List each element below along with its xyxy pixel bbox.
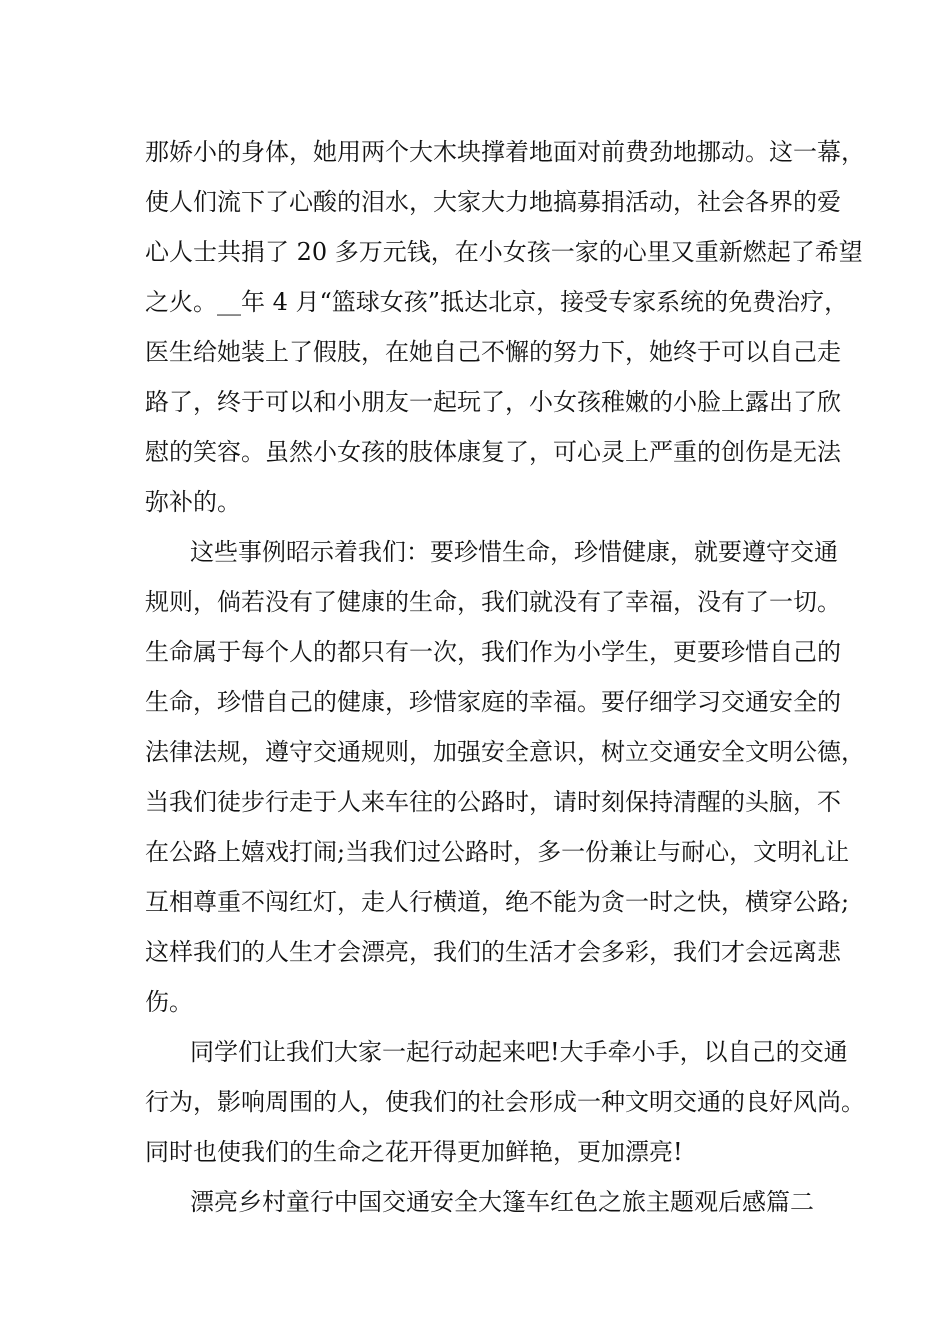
- paragraph-2-line-9: 这样我们的人生才会漂亮，我们的生活才会多彩，我们才会远离悲: [145, 938, 841, 966]
- paragraph-2-line-8: 互相尊重不闯红灯，走人行横道，绝不能为贪一时之快，横穿公路;: [145, 888, 850, 916]
- paragraph-3-line-1: 同学们让我们大家一起行动起来吧!大手牵小手，以自己的交通: [190, 1038, 848, 1066]
- paragraph-1-line-3: 心人士共捐了 20 多万元钱，在小女孩一家的心里又重新燃起了希望: [145, 238, 863, 266]
- paragraph-2-line-10: 伤。: [145, 988, 193, 1016]
- paragraph-2-line-2: 规则，倘若没有了健康的生命，我们就没有了幸福，没有了一切。: [145, 588, 841, 616]
- paragraph-1-line-1: 那娇小的身体，她用两个大木块撑着地面对前费劲地挪动。这一幕，: [145, 138, 865, 166]
- paragraph-1-line-4: 之火。__年 4 月“篮球女孩”抵达北京，接受专家系统的免费治疗，: [145, 288, 849, 316]
- paragraph-1-line-6: 路了，终于可以和小朋友一起玩了，小女孩稚嫩的小脸上露出了欣: [145, 388, 841, 416]
- paragraph-2-line-1: 这些事例昭示着我们：要珍惜生命，珍惜健康，就要遵守交通: [190, 538, 838, 566]
- paragraph-3-line-3: 同时也使我们的生命之花开得更加鲜艳，更加漂亮!: [145, 1138, 683, 1166]
- paragraph-2-line-4: 生命，珍惜自己的健康，珍惜家庭的幸福。要仔细学习交通安全的: [145, 688, 841, 716]
- paragraph-1-line-2: 使人们流下了心酸的泪水，大家大力地搞募捐活动，社会各界的爱: [145, 188, 841, 216]
- paragraph-1-line-5: 医生给她装上了假肢，在她自己不懈的努力下，她终于可以自己走: [145, 338, 841, 366]
- paragraph-2-line-3: 生命属于每个人的都只有一次，我们作为小学生，更要珍惜自己的: [145, 638, 841, 666]
- section-heading: 漂亮乡村童行中国交通安全大篷车红色之旅主题观后感篇二: [190, 1188, 814, 1216]
- paragraph-3-line-2: 行为，影响周围的人，使我们的社会形成一种文明交通的良好风尚。: [145, 1088, 865, 1116]
- paragraph-2-line-5: 法律法规，遵守交通规则，加强安全意识，树立交通安全文明公德，: [145, 738, 865, 766]
- paragraph-2-line-6: 当我们徒步行走于人来车往的公路时，请时刻保持清醒的头脑，不: [145, 788, 841, 816]
- paragraph-1-line-8: 弥补的。: [145, 488, 241, 516]
- paragraph-1-line-7: 慰的笑容。虽然小女孩的肢体康复了，可心灵上严重的创伤是无法: [145, 438, 841, 466]
- paragraph-2-line-7: 在公路上嬉戏打闹;当我们过公路时，多一份兼让与耐心，文明礼让: [145, 838, 850, 866]
